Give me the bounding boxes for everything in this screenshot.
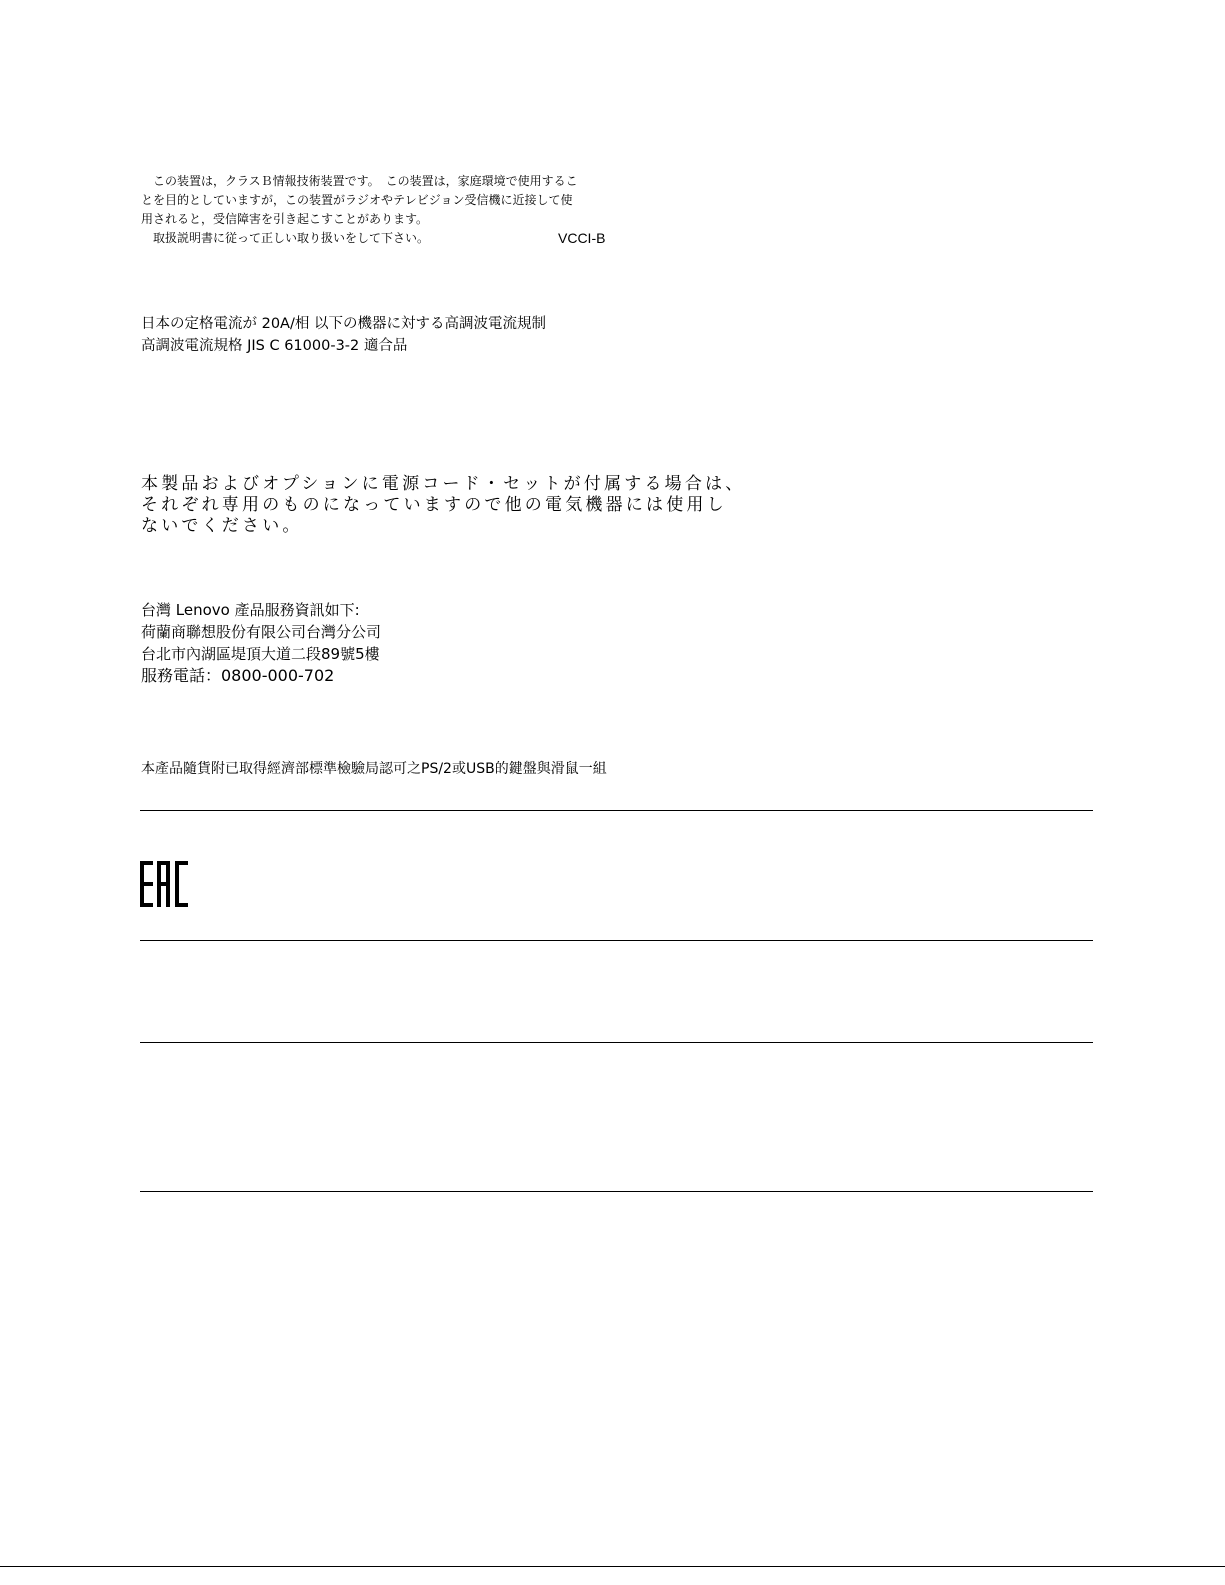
section-divider-4 (140, 1191, 1093, 1192)
keyboard-statement-text: 本產品隨貨附已取得經濟部標準檢驗局認可之PS/2或USB的鍵盤與滑鼠一組 (141, 761, 607, 777)
vcci-line-1: この装置は，クラスＢ情報技術装置です。 この装置は，家庭環境で使用するこ (153, 174, 578, 188)
taiwan-service-info (141, 599, 381, 687)
vcci-mark: VCCI-B (558, 230, 606, 246)
power-cord-line-1: 本製品およびオプションに電源コード・セットが付属する場合は、 (141, 474, 746, 494)
harmonic-line-2: 高調波電流規格 JIS C 61000-3-2 適合品 (141, 338, 408, 354)
harmonic-line-1: 日本の定格電流が 20A/相 以下の機器に対する高調波電流規制 (141, 316, 546, 332)
vcci-line-4: 取扱説明書に従って正しい取り扱いをして下さい。 (153, 231, 430, 245)
power-cord-notice (141, 474, 745, 537)
vcci-notice (141, 172, 621, 248)
power-cord-line-2: それぞれ専用のものになっていますので他の電気機器には使用し (141, 495, 727, 515)
taiwan-phone-line: 服務電話：0800-000-702 (141, 666, 335, 685)
vcci-line-2: とを目的としていますが，この装置がラジオやテレビジョン受信機に近接して使 (141, 193, 573, 207)
page-bottom-rule (0, 1566, 1225, 1567)
power-cord-line-3: ないでください。 (141, 516, 303, 536)
taiwan-line-2: 荷蘭商聯想股份有限公司台灣分公司 (141, 623, 382, 641)
section-divider-3 (140, 1042, 1093, 1043)
taiwan-line-3: 台北市內湖區堤頂大道二段89號5樓 (141, 645, 380, 663)
harmonic-current-notice (141, 313, 546, 357)
taiwan-line-1: 台灣 Lenovo 產品服務資訊如下: (141, 601, 360, 619)
section-divider-1 (140, 810, 1093, 811)
section-divider-2 (140, 940, 1093, 941)
vcci-line-3: 用されると，受信障害を引き起こすことがあります。 (141, 212, 429, 226)
eac-mark-icon (140, 861, 188, 907)
keyboard-mouse-statement (141, 759, 607, 779)
